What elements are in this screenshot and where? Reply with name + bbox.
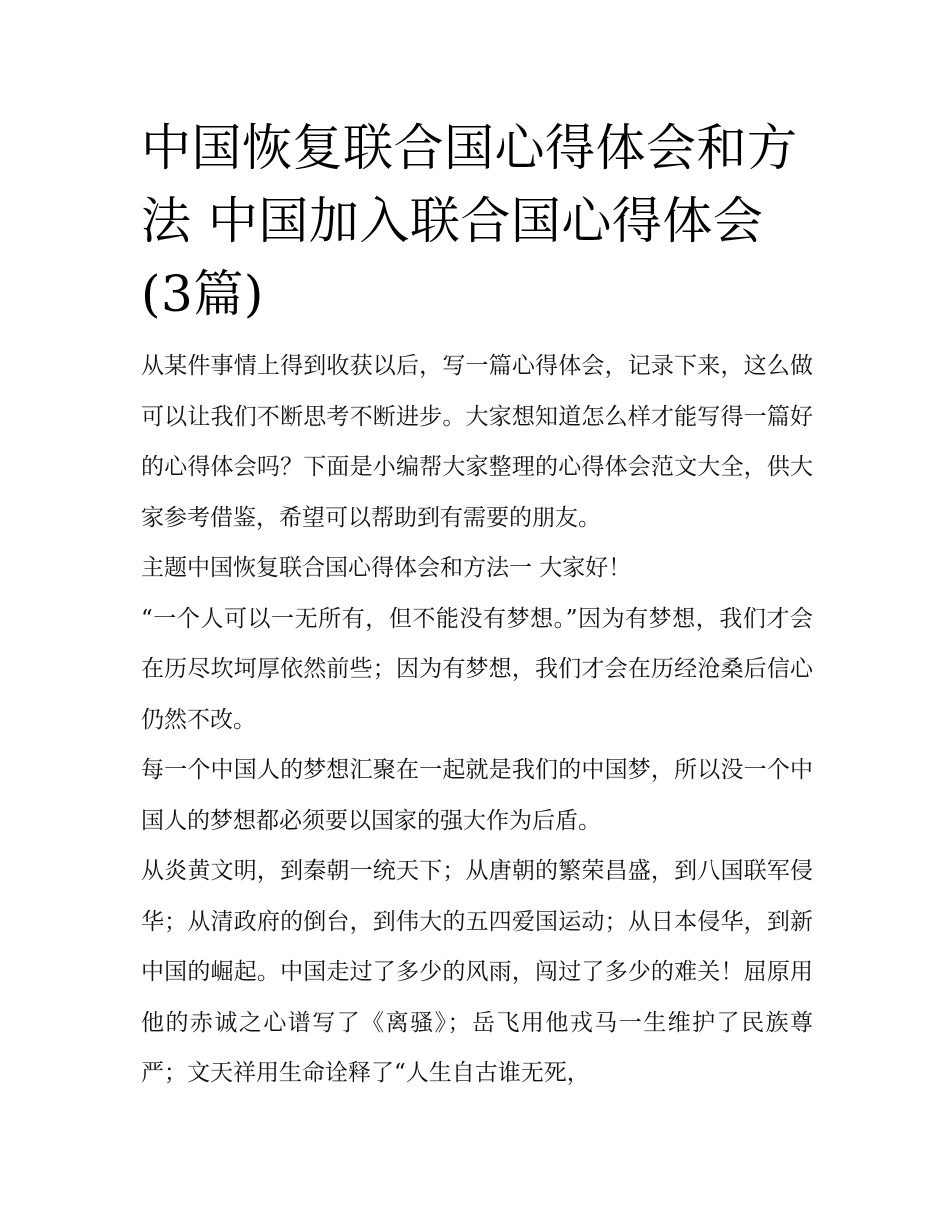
paragraph-intro: 从某件事情上得到收获以后，写一篇心得体会，记录下来，这么做可以让我们不断思考不断进步。大家想知道怎么样才能写得一篇好的心得体会吗？下面是小编帮大家整理的心得体会范文大全，供大家参考借鉴，希望可以帮助到有需要的朋友。 — [141, 353, 813, 531]
document-body — [141, 341, 813, 1099]
paragraph-china-dream: 每一个中国人的梦想汇聚在一起就是我们的中国梦，所以没一个中国人的梦想都必须要以国家的强大作为后盾。 — [141, 757, 813, 834]
paragraph-dream-quote: “一个人可以一无所有，但不能没有梦想。”因为有梦想，我们才会在历尽坎坷厚依然前些；因为有梦想，我们才会在历经沧桑后信心仍然不改。 — [141, 605, 813, 733]
document-content — [141, 112, 813, 1099]
document-title: 中国恢复联合国心得体会和方法 中国加入联合国心得体会(3篇) — [141, 119, 798, 323]
paragraph-topic-heading: 主题中国恢复联合国心得体会和方法一 大家好！ — [141, 555, 632, 581]
paragraph-history: 从炎黄文明，到秦朝一统天下；从唐朝的繁荣昌盛，到八国联军侵华；从清政府的倒台，到伟大的五四爱国运动；从日本侵华，到新中国的崛起。中国走过了多少的风雨，闯过了多少的难关！屈原用他的赤诚之心谱写了《离骚》；岳飞用他戎马一生维护了民族尊严；文天祥用生命诠释了“人生自古谁无死， — [141, 858, 813, 1086]
